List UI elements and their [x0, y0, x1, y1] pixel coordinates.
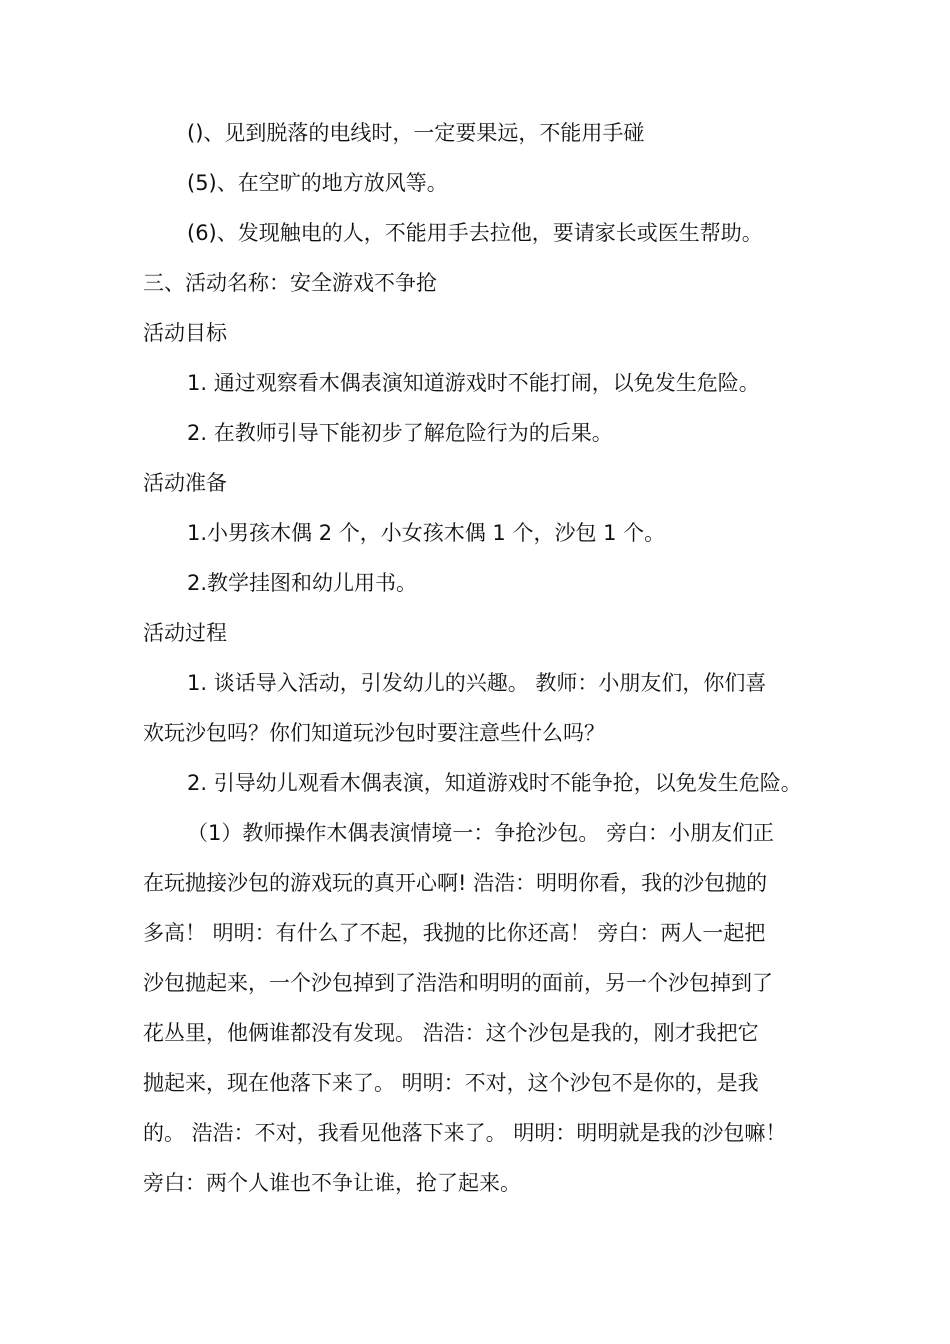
process-step-1-line-1: 1. 谈话导入活动，引发幼儿的兴趣。 教师：小朋友们，你们喜: [187, 671, 767, 695]
heading-activity-preparation: 活动准备: [143, 471, 227, 495]
text-line-electric-wire: ()、见到脱落的电线时，一定要果远，不能用手碰: [187, 121, 645, 145]
heading-activity-goals: 活动目标: [143, 321, 227, 345]
text-line-electric-shock: (6)、发现触电的人，不能用手去拉他，要请家长或医生帮助。: [187, 221, 763, 245]
preparation-item-2: 2.教学挂图和幼儿用书。: [187, 571, 418, 595]
text-line-kite: (5)、在空旷的地方放风等。: [187, 171, 448, 195]
process-step-2: 2. 引导幼儿观看木偶表演，知道游戏时不能争抢，以免发生危险。: [187, 771, 802, 795]
puppet-scene-line-6: 抛起来，现在他落下来了。 明明：不对，这个沙包不是你的，是我: [143, 1071, 759, 1095]
goal-item-2: 2. 在教师引导下能初步了解危险行为的后果。: [187, 421, 613, 445]
preparation-item-1: 1.小男孩木偶 2 个，小女孩木偶 1 个，沙包 1 个。: [187, 521, 666, 545]
puppet-scene-line-7: 的。 浩浩：不对，我看见他落下来了。 明明：明明就是我的沙包嘛！: [143, 1121, 787, 1145]
goal-item-1: 1. 通过观察看木偶表演知道游戏时不能打闹，以免发生危险。: [187, 371, 760, 395]
process-step-1-line-2: 欢玩沙包吗？你们知道玩沙包时要注意些什么吗？: [143, 721, 605, 745]
section-heading-activity-name: 三、活动名称：安全游戏不争抢: [143, 271, 437, 295]
puppet-scene-line-4: 沙包抛起来，一个沙包掉到了浩浩和明明的面前，另一个沙包掉到了: [143, 971, 773, 995]
puppet-scene-line-8: 旁白：两个人谁也不争让谁，抢了起来。: [143, 1171, 521, 1195]
puppet-scene-line-3: 多高！ 明明：有什么了不起，我抛的比你还高！ 旁白：两人一起把: [143, 921, 766, 945]
puppet-scene-line-2: 在玩抛接沙包的游戏玩的真开心啊! 浩浩：明明你看，我的沙包抛的: [143, 871, 768, 895]
heading-activity-process: 活动过程: [143, 621, 227, 645]
puppet-scene-line-5: 花丛里，他俩谁都没有发现。 浩浩：这个沙包是我的，刚才我把它: [143, 1021, 759, 1045]
puppet-scene-line-1: （1）教师操作木偶表演情境一：争抢沙包。 旁白：小朋友们正: [187, 821, 775, 845]
